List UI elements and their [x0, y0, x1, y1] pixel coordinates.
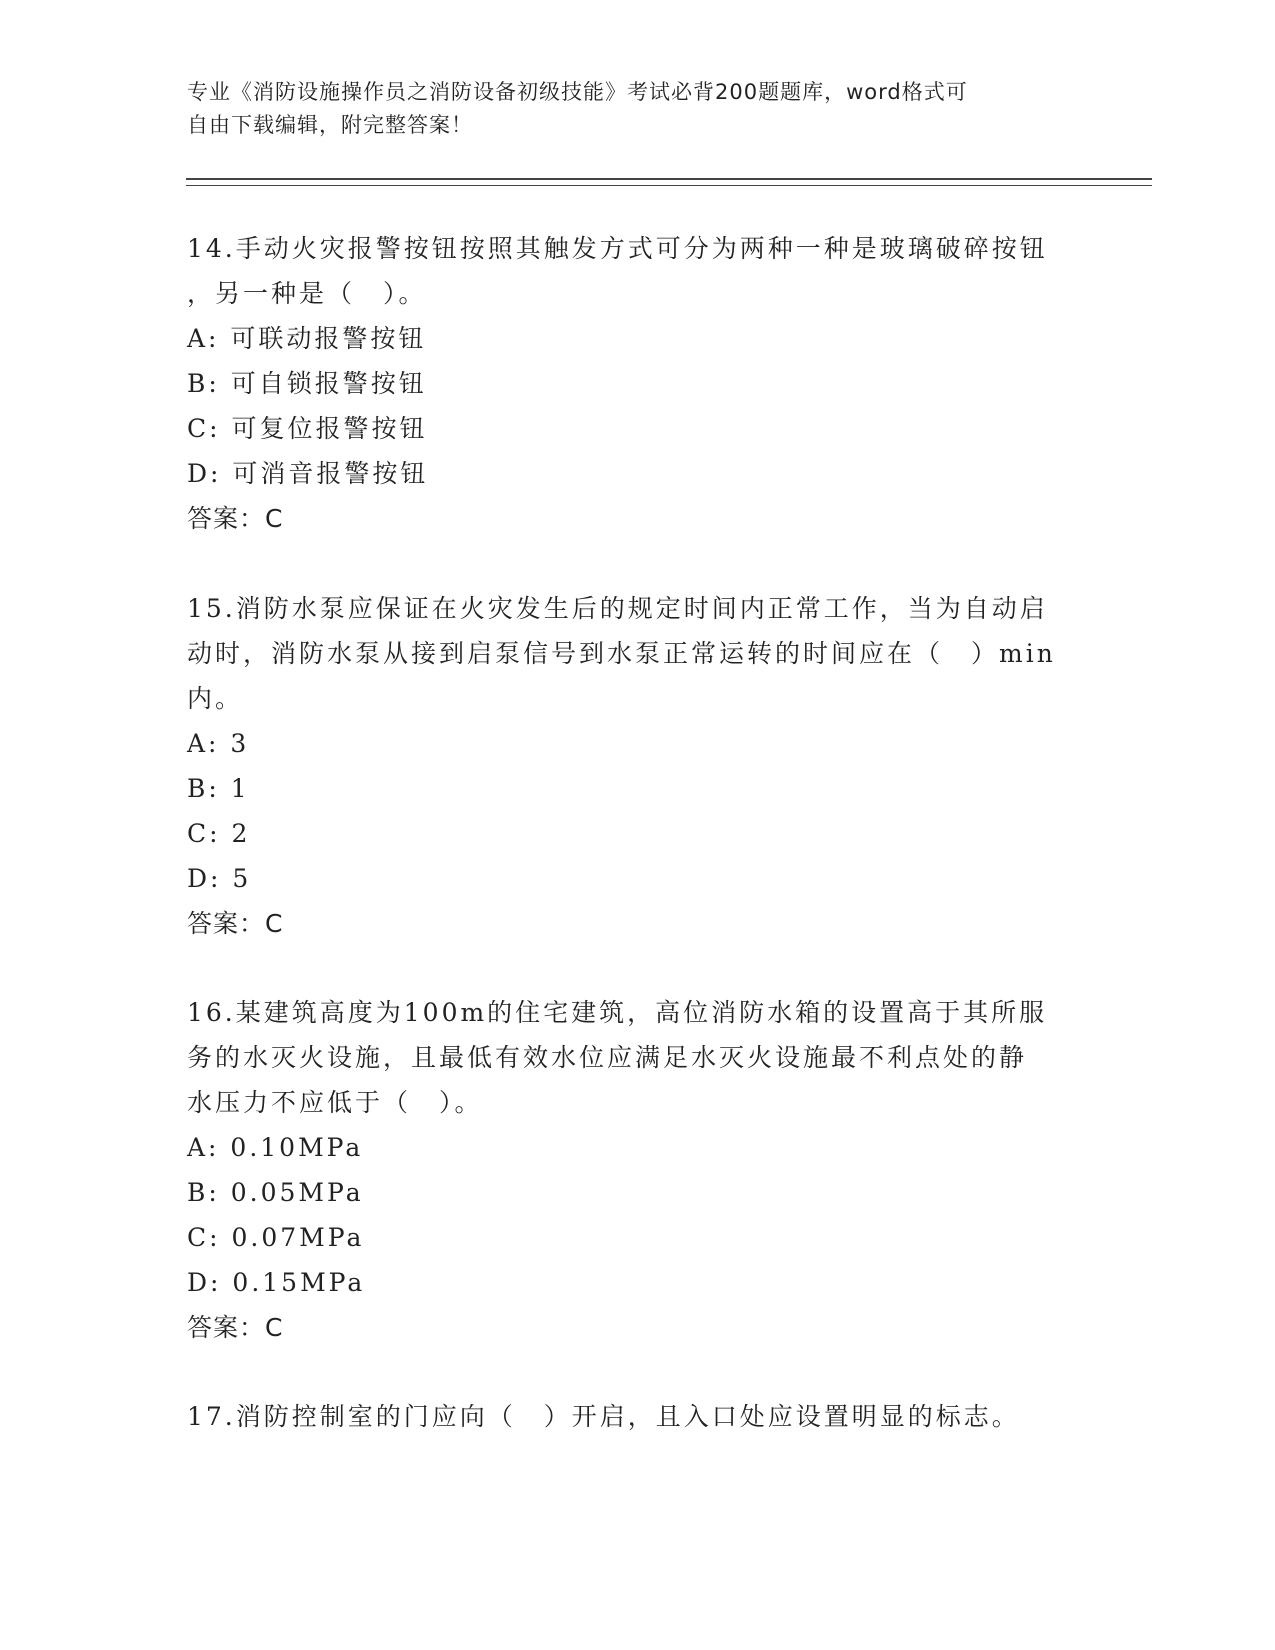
- question-15: [187, 586, 1087, 946]
- header-divider: [186, 178, 1152, 186]
- answer: 答案：C: [187, 909, 284, 938]
- question-text-line: 水压力不应低于（ ）。: [187, 1088, 483, 1117]
- option-a: A: 0.10MPa: [187, 1133, 364, 1162]
- option-b: B: 0.05MPa: [187, 1178, 364, 1207]
- option-b: B: 1: [187, 774, 250, 803]
- option-a: A: 3: [187, 729, 250, 758]
- question-text-line: 务的水灭火设施，且最低有效水位应满足水灭火设施最不利点处的静: [187, 1043, 1028, 1072]
- question-16: [187, 990, 1087, 1350]
- question-text-line: 16.某建筑高度为100m的住宅建筑，高位消防水箱的设置高于其所服: [187, 998, 1048, 1027]
- option-a: A: 可联动报警按钮: [187, 324, 427, 353]
- question-17: [187, 1394, 1087, 1439]
- option-d: D: 0.15MPa: [187, 1268, 366, 1297]
- option-d: D: 5: [187, 864, 252, 893]
- question-text-line: 内。: [187, 684, 244, 713]
- document-header: [187, 76, 1067, 142]
- option-c: C: 可复位报警按钮: [187, 414, 428, 443]
- question-text-line: 15.消防水泵应保证在火灾发生后的规定时间内正常工作，当为自动启: [187, 594, 1048, 623]
- answer: 答案：C: [187, 504, 284, 533]
- question-text-line: 17.消防控制室的门应向（ ）开启，且入口处应设置明显的标志。: [187, 1402, 1020, 1431]
- answer: 答案：C: [187, 1313, 284, 1342]
- option-d: D: 可消音报警按钮: [187, 459, 429, 488]
- question-14: [187, 226, 1087, 541]
- question-text-line: ，另一种是（ ）。: [187, 279, 427, 308]
- question-text-line: 动时，消防水泵从接到启泵信号到水泵正常运转的时间应在（ ）min: [187, 639, 1056, 668]
- option-b: B: 可自锁报警按钮: [187, 369, 427, 398]
- question-text-line: 14.手动火灾报警按钮按照其触发方式可分为两种一种是玻璃破碎按钮: [187, 234, 1048, 263]
- header-line-2: 自由下载编辑，附完整答案！: [187, 113, 473, 137]
- option-c: C: 0.07MPa: [187, 1223, 365, 1252]
- option-c: C: 2: [187, 819, 251, 848]
- header-line-1: 专业《消防设施操作员之消防设备初级技能》考试必背200题题库，word格式可: [187, 80, 968, 104]
